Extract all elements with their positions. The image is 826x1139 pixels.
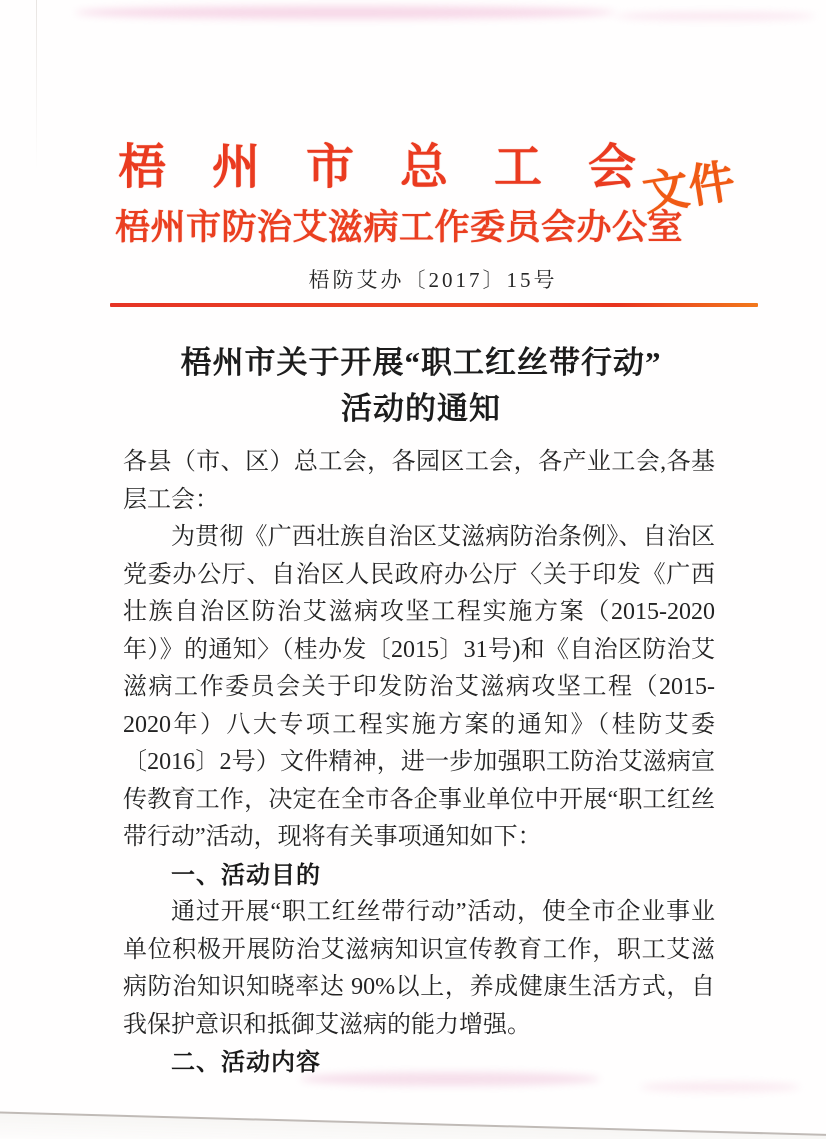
scan-smudge-top: [75, 6, 615, 19]
section-2-heading: 二、活动内容: [171, 1049, 321, 1076]
section-1-paragraph: 通过开展“职工红丝带行动”活动，使全市企业事业单位积极开展防治艾滋病知识宣传教育工作，职工艾滋病防治知识知晓率达 90%以上，养成健康生活方式，自我保护意识和抵御艾滋病的能力增强。: [123, 899, 715, 1038]
document-number: 梧防艾办〔2017〕15号: [308, 268, 558, 292]
document-body: [123, 444, 715, 1082]
paper-edge-bottom: [0, 1111, 826, 1139]
salutation-line: 各县（市、区）总工会，各园区工会，各产业工会,各基层工会：: [123, 449, 715, 513]
document-title-line-1: 梧州市关于开展“职工红丝带行动”: [180, 345, 662, 380]
document-title-line-2: 活动的通知: [341, 391, 501, 426]
letterhead-org-primary: 梧州市总工会: [118, 141, 683, 194]
paper-edge-left: [36, 0, 37, 170]
letterhead-org-secondary: 梧州市防治艾滋病工作委员会办公室: [115, 208, 684, 247]
scan-smudge-bottom-right: [640, 1082, 800, 1092]
scan-smudge-top-right: [615, 12, 815, 20]
intro-paragraph: 为贯彻《广西壮族自治区艾滋病防治条例》、自治区党委办公厅、自治区人民政府办公厅〈关于印发《广西壮族自治区防治艾滋病攻坚工程实施方案（2015-2020年）》的通知〉（桂办发〔2015〕31号)和《自治区防治艾滋病工作委员会关于印发防治艾滋病攻坚工程（2015-2020年）八大专项工程实施方案的通知》（桂防艾委〔2016〕2号）文件精神，进一步加强职工防治艾滋病宣传教育工作，决定在全市各企事业单位中开展“职工红丝带行动”活动，现将有关事项通知如下：: [123, 524, 715, 850]
letterhead-red-rule: [110, 303, 758, 307]
section-1-heading: 一、活动目的: [171, 861, 321, 889]
letterhead-doc-type-label: 文件: [639, 155, 739, 221]
